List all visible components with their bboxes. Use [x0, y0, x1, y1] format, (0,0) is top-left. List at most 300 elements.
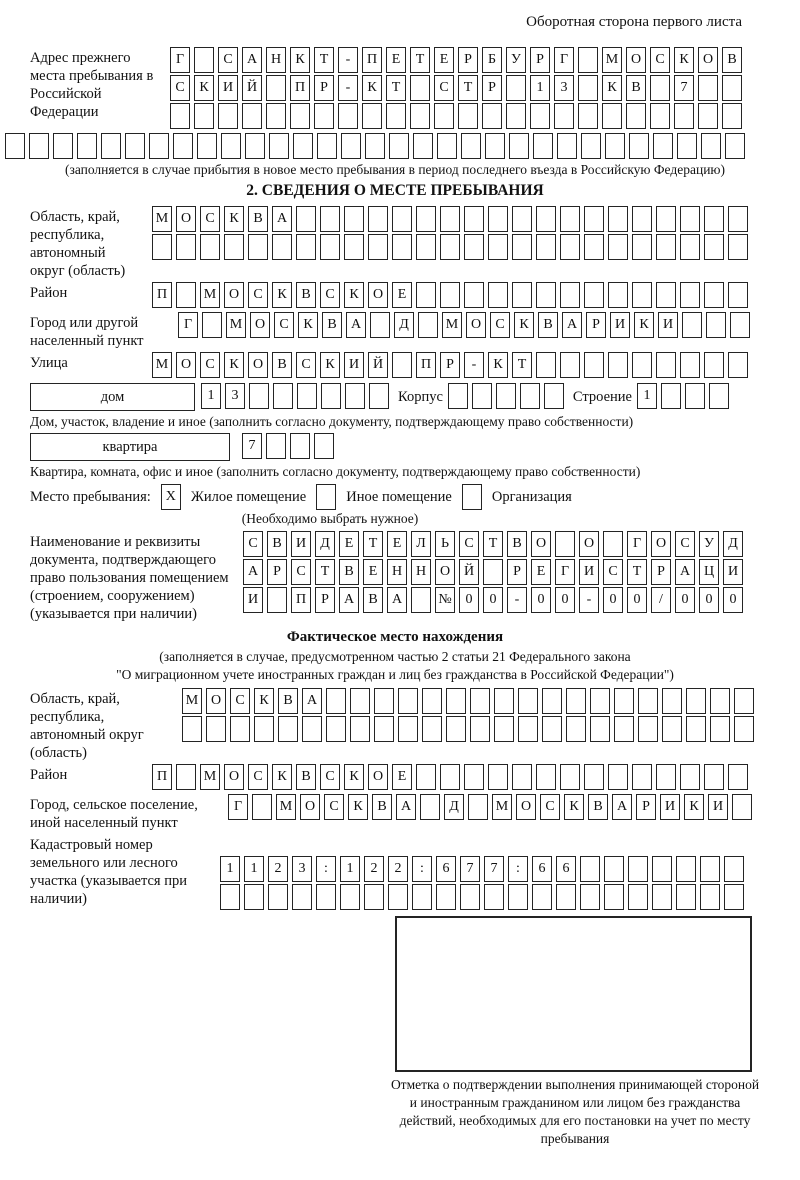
- char-box: [710, 716, 730, 742]
- char-box: [252, 794, 272, 820]
- char-box: О: [248, 352, 268, 378]
- char-box: Г: [228, 794, 248, 820]
- char-box: [560, 206, 580, 232]
- char-box: К: [488, 352, 508, 378]
- char-box: С: [248, 282, 268, 308]
- char-box: /: [651, 587, 671, 613]
- apartment-type-box: квартира: [30, 433, 230, 461]
- char-box: [581, 133, 601, 159]
- char-box: 1: [340, 856, 360, 882]
- char-box: А: [242, 47, 262, 73]
- char-box: В: [296, 764, 316, 790]
- char-box: [206, 716, 226, 742]
- char-box: Ц: [699, 559, 719, 585]
- char-box: К: [344, 282, 364, 308]
- char-box: [676, 856, 696, 882]
- char-box: [652, 884, 672, 910]
- char-box: Н: [411, 559, 431, 585]
- char-box: О: [300, 794, 320, 820]
- house-note: Дом, участок, владение и иное (заполнить согласно документу, подтверждающему право собственности): [30, 414, 634, 429]
- char-box: [345, 383, 365, 409]
- char-box: [584, 234, 604, 260]
- char-box: 0: [531, 587, 551, 613]
- char-box: [422, 688, 442, 714]
- char-box: О: [698, 47, 718, 73]
- char-box: [518, 716, 538, 742]
- char-box: [512, 282, 532, 308]
- char-box: М: [200, 282, 220, 308]
- char-box-row: [170, 75, 742, 101]
- char-box: [472, 383, 492, 409]
- char-box: [434, 103, 454, 129]
- char-box: [605, 133, 625, 159]
- char-box: [709, 383, 729, 409]
- char-box: И: [579, 559, 599, 585]
- char-box: [661, 383, 681, 409]
- char-box: [677, 133, 697, 159]
- field-actual-city: [30, 794, 760, 832]
- section2-title: 2. СВЕДЕНИЯ О МЕСТЕ ПРЕБЫВАНИЯ: [246, 182, 544, 199]
- cadastral-label: Кадастровый номер земельного или лесного участка (указывается при наличии): [30, 837, 187, 907]
- char-box: [536, 282, 556, 308]
- field-document: [30, 531, 760, 623]
- char-box: [560, 234, 580, 260]
- char-box: Е: [434, 47, 454, 73]
- char-box: [662, 716, 682, 742]
- char-box: [278, 716, 298, 742]
- char-box: [314, 433, 334, 459]
- char-box: [392, 206, 412, 232]
- char-box: Ь: [435, 531, 455, 557]
- char-box: [556, 884, 576, 910]
- char-box: [578, 47, 598, 73]
- char-box: [370, 312, 390, 338]
- char-box: В: [248, 206, 268, 232]
- char-box: Г: [554, 47, 574, 73]
- char-box: [686, 688, 706, 714]
- char-box: С: [434, 75, 454, 101]
- char-box: [416, 206, 436, 232]
- char-box: [584, 282, 604, 308]
- char-box: [584, 764, 604, 790]
- char-box: А: [387, 587, 407, 613]
- char-box: О: [224, 282, 244, 308]
- char-box: 6: [436, 856, 456, 882]
- char-box: 6: [532, 856, 552, 882]
- char-box: [680, 764, 700, 790]
- char-box: [530, 103, 550, 129]
- char-box: [554, 103, 574, 129]
- char-box: [468, 794, 488, 820]
- char-box: С: [650, 47, 670, 73]
- char-box: 0: [483, 587, 503, 613]
- char-box: [440, 206, 460, 232]
- char-box: [494, 688, 514, 714]
- char-box: [628, 856, 648, 882]
- char-box: [461, 133, 481, 159]
- char-box: [710, 688, 730, 714]
- char-box: [557, 133, 577, 159]
- actual-city-label: Город, сельское поселение, иной населенный пункт: [30, 797, 198, 831]
- char-box: [268, 884, 288, 910]
- char-box: [488, 282, 508, 308]
- char-box: 6: [556, 856, 576, 882]
- char-box: 0: [675, 587, 695, 613]
- char-box: -: [507, 587, 527, 613]
- char-box: [656, 282, 676, 308]
- field-street: [30, 352, 760, 380]
- char-box: 3: [292, 856, 312, 882]
- char-box: [704, 764, 724, 790]
- char-box: С: [274, 312, 294, 338]
- char-box: [584, 206, 604, 232]
- char-box: 2: [268, 856, 288, 882]
- char-box: [566, 688, 586, 714]
- char-box: Н: [266, 47, 286, 73]
- char-box: К: [674, 47, 694, 73]
- char-box: Г: [555, 559, 575, 585]
- char-box-row: [152, 352, 748, 378]
- field-stay-type: [30, 484, 760, 510]
- char-box: [656, 234, 676, 260]
- char-box: И: [344, 352, 364, 378]
- char-box: Р: [315, 587, 335, 613]
- char-box: [706, 312, 726, 338]
- char-box: [656, 206, 676, 232]
- char-box: К: [348, 794, 368, 820]
- char-box: [533, 133, 553, 159]
- char-box: [362, 103, 382, 129]
- char-box: [364, 884, 384, 910]
- char-box: М: [182, 688, 202, 714]
- char-box: 0: [459, 587, 479, 613]
- char-box: А: [396, 794, 416, 820]
- char-box: [652, 856, 672, 882]
- char-box-row: [182, 716, 754, 742]
- char-box: 0: [555, 587, 575, 613]
- organization-label: Организация: [491, 488, 572, 505]
- char-box: [512, 764, 532, 790]
- char-box: В: [322, 312, 342, 338]
- char-box: [584, 352, 604, 378]
- char-box: Е: [531, 559, 551, 585]
- char-box: [290, 103, 310, 129]
- char-box: [197, 133, 217, 159]
- char-box: [245, 133, 265, 159]
- char-box: [629, 133, 649, 159]
- char-box: [176, 282, 196, 308]
- char-box: [173, 133, 193, 159]
- char-box: [464, 282, 484, 308]
- char-box: Р: [651, 559, 671, 585]
- field-region: [30, 206, 760, 280]
- char-box: [149, 133, 169, 159]
- char-box: О: [626, 47, 646, 73]
- char-box-row: [152, 234, 748, 260]
- char-box: П: [362, 47, 382, 73]
- char-box: И: [723, 559, 743, 585]
- char-box: И: [291, 531, 311, 557]
- char-box-row: [637, 383, 729, 409]
- char-box: [440, 764, 460, 790]
- char-box: 1: [530, 75, 550, 101]
- char-box: Й: [242, 75, 262, 101]
- char-box-row: [182, 688, 754, 714]
- char-box: [326, 688, 346, 714]
- char-box: [320, 206, 340, 232]
- char-box: [338, 103, 358, 129]
- char-box: [344, 234, 364, 260]
- apartment-note: Квартира, комната, офис и иное (заполнить согласно документу, подтверждающему право собственности): [30, 464, 641, 479]
- char-box: Т: [315, 559, 335, 585]
- char-box: К: [194, 75, 214, 101]
- char-box: [254, 716, 274, 742]
- actual-location-note: [30, 648, 760, 684]
- char-box: [728, 352, 748, 378]
- char-box: 2: [364, 856, 384, 882]
- char-box: Н: [387, 559, 407, 585]
- char-box: [368, 206, 388, 232]
- char-box: [508, 884, 528, 910]
- char-box: [580, 884, 600, 910]
- char-box: [416, 764, 436, 790]
- char-box: Б: [482, 47, 502, 73]
- char-box: [488, 764, 508, 790]
- char-box: О: [176, 206, 196, 232]
- char-box: [722, 103, 742, 129]
- char-box: -: [464, 352, 484, 378]
- char-box: О: [531, 531, 551, 557]
- char-box: [416, 234, 436, 260]
- char-box: [470, 688, 490, 714]
- char-box: К: [362, 75, 382, 101]
- char-box: [293, 133, 313, 159]
- char-box: :: [508, 856, 528, 882]
- char-box: О: [516, 794, 536, 820]
- char-box: О: [250, 312, 270, 338]
- char-box: Е: [386, 47, 406, 73]
- char-box: Т: [458, 75, 478, 101]
- char-box: В: [588, 794, 608, 820]
- char-box: А: [675, 559, 695, 585]
- char-box: [724, 856, 744, 882]
- char-box: И: [660, 794, 680, 820]
- field-apartment: [30, 433, 760, 461]
- char-box: П: [152, 764, 172, 790]
- char-box: [176, 764, 196, 790]
- char-box-row: [448, 383, 564, 409]
- char-box: О: [651, 531, 671, 557]
- char-box: Д: [394, 312, 414, 338]
- char-box-row: [243, 531, 743, 557]
- char-box: А: [339, 587, 359, 613]
- char-box: [494, 716, 514, 742]
- char-box: [674, 103, 694, 129]
- char-box: К: [272, 282, 292, 308]
- char-box: [632, 764, 652, 790]
- char-box: [176, 234, 196, 260]
- char-box: Е: [339, 531, 359, 557]
- char-box: 3: [225, 383, 245, 409]
- char-box: С: [320, 764, 340, 790]
- char-box: [462, 484, 482, 510]
- char-box: [269, 133, 289, 159]
- char-box: [412, 884, 432, 910]
- char-box: Т: [410, 47, 430, 73]
- char-box: [101, 133, 121, 159]
- char-box: [650, 75, 670, 101]
- char-box: А: [346, 312, 366, 338]
- char-box: [194, 103, 214, 129]
- char-box: [542, 688, 562, 714]
- char-box: С: [230, 688, 250, 714]
- char-box: 1: [637, 383, 657, 409]
- char-box: О: [435, 559, 455, 585]
- char-box: [566, 716, 586, 742]
- city-label: Город или другой населенный пункт: [30, 315, 144, 349]
- prev-address-rows: [170, 47, 742, 131]
- char-box: [638, 688, 658, 714]
- char-box: [302, 716, 322, 742]
- char-box: [53, 133, 73, 159]
- prev-address-note: (заполняется в случае прибытия в новое место пребывания в период последнего въезда в Российскую Федерацию): [64, 162, 726, 177]
- char-box: [392, 352, 412, 378]
- char-box-row: [170, 103, 742, 129]
- char-box: [724, 884, 744, 910]
- char-box: [398, 688, 418, 714]
- char-box: С: [296, 352, 316, 378]
- char-box: [536, 764, 556, 790]
- char-box: К: [272, 764, 292, 790]
- char-box: [614, 716, 634, 742]
- char-box: Г: [178, 312, 198, 338]
- char-box: [194, 47, 214, 73]
- char-box: [365, 133, 385, 159]
- char-box: [297, 383, 317, 409]
- char-box: О: [176, 352, 196, 378]
- char-box: [701, 133, 721, 159]
- char-box: [314, 103, 334, 129]
- char-box: [604, 856, 624, 882]
- char-box: [734, 688, 754, 714]
- char-box: [316, 884, 336, 910]
- char-box: [266, 433, 286, 459]
- char-box: [680, 352, 700, 378]
- char-box: 0: [603, 587, 623, 613]
- char-box: В: [278, 688, 298, 714]
- char-box: [420, 794, 440, 820]
- char-box: [200, 234, 220, 260]
- char-box: [182, 716, 202, 742]
- char-box: К: [344, 764, 364, 790]
- char-box-row: [152, 282, 748, 308]
- char-box: [626, 103, 646, 129]
- char-box: 0: [699, 587, 719, 613]
- char-box: [458, 103, 478, 129]
- char-box: Й: [459, 559, 479, 585]
- char-box: Т: [386, 75, 406, 101]
- char-box: [170, 103, 190, 129]
- char-box: А: [272, 206, 292, 232]
- char-box: 1: [244, 856, 264, 882]
- char-box-row: [201, 383, 389, 409]
- char-box: [700, 856, 720, 882]
- char-box: М: [200, 764, 220, 790]
- char-box: [662, 688, 682, 714]
- char-box: Й: [368, 352, 388, 378]
- char-box: [464, 764, 484, 790]
- char-box: С: [291, 559, 311, 585]
- char-box: А: [243, 559, 263, 585]
- char-box: [520, 383, 540, 409]
- char-box: К: [224, 206, 244, 232]
- char-box: [732, 794, 752, 820]
- char-box: [272, 234, 292, 260]
- char-box: Т: [483, 531, 503, 557]
- char-box: [604, 884, 624, 910]
- char-box: С: [603, 559, 623, 585]
- char-box: [317, 133, 337, 159]
- char-box: В: [272, 352, 292, 378]
- char-box: [632, 234, 652, 260]
- char-box: [386, 103, 406, 129]
- char-box: Д: [723, 531, 743, 557]
- char-box: К: [602, 75, 622, 101]
- char-box: [628, 884, 648, 910]
- char-box: И: [243, 587, 263, 613]
- char-box: [230, 716, 250, 742]
- char-box: [350, 688, 370, 714]
- char-box: И: [218, 75, 238, 101]
- char-box: [369, 383, 389, 409]
- char-box: С: [675, 531, 695, 557]
- char-box: М: [492, 794, 512, 820]
- house-type-box: дом: [30, 383, 195, 411]
- char-box: Л: [411, 531, 431, 557]
- char-box: С: [170, 75, 190, 101]
- char-box: Т: [627, 559, 647, 585]
- char-box: [512, 234, 532, 260]
- char-box: [436, 884, 456, 910]
- char-box: [496, 383, 516, 409]
- char-box: [488, 206, 508, 232]
- char-box: [389, 133, 409, 159]
- char-box: [470, 716, 490, 742]
- char-box: [603, 531, 623, 557]
- char-box: [411, 587, 431, 613]
- char-box: [680, 282, 700, 308]
- residential-label: Жилое помещение: [190, 488, 307, 505]
- char-box: 7: [674, 75, 694, 101]
- stroenie-label: Строение: [572, 388, 632, 405]
- char-box: [464, 234, 484, 260]
- char-box-row: [243, 559, 743, 585]
- char-box: [5, 133, 25, 159]
- char-box-row: [243, 587, 743, 613]
- char-box: М: [152, 352, 172, 378]
- char-box: [221, 133, 241, 159]
- char-box: [368, 234, 388, 260]
- char-box: [483, 559, 503, 585]
- char-box-row: [178, 312, 750, 338]
- char-box: [602, 103, 622, 129]
- char-box: Р: [458, 47, 478, 73]
- char-box: [374, 688, 394, 714]
- char-box: [316, 484, 336, 510]
- char-box: В: [722, 47, 742, 73]
- char-box: [638, 716, 658, 742]
- char-box: [344, 206, 364, 232]
